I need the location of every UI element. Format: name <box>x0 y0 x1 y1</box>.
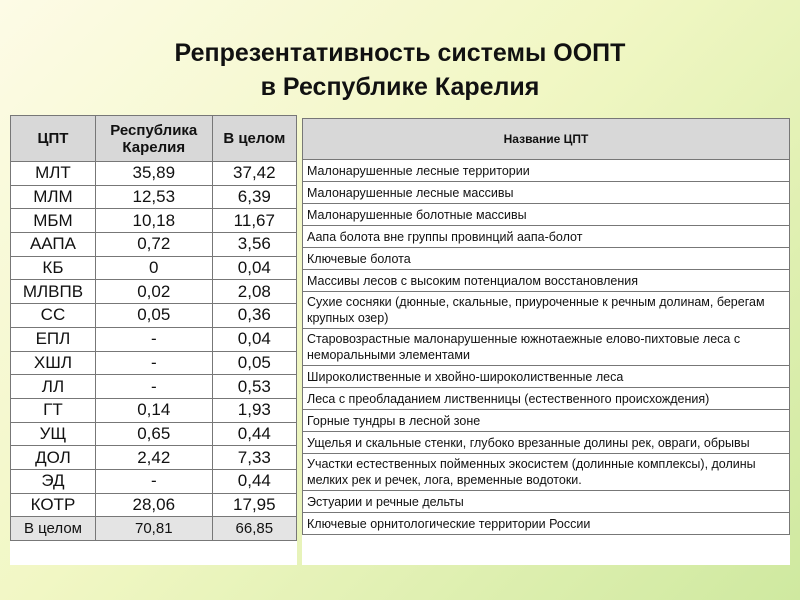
overall-value-cell: 0,44 <box>212 422 296 446</box>
cpt-name-cell: Горные тундры в лесной зоне <box>303 410 790 432</box>
overall-value-cell: 7,33 <box>212 446 296 470</box>
cpt-name-cell: Участки естественных пойменных экосистем (долинные комплексы), долины мелких рек и речек, лога, временные водотоки. <box>303 454 790 491</box>
table-row <box>11 185 297 209</box>
names-table-body <box>303 160 790 535</box>
cpt-code-cell: ЭД <box>11 469 96 493</box>
table-row <box>11 280 297 304</box>
karelia-value-cell: 28,06 <box>95 493 212 517</box>
cpt-code-cell: КБ <box>11 256 96 280</box>
table-total-row <box>11 517 297 541</box>
cpt-code-cell: ЕПЛ <box>11 327 96 351</box>
names-table-row <box>303 182 790 204</box>
title-line-2: в Республике Карелия <box>260 73 540 101</box>
table-row <box>11 375 297 399</box>
cpt-code-cell: ЛЛ <box>11 375 96 399</box>
overall-value-cell: 66,85 <box>212 517 296 541</box>
cpt-code-cell: ГТ <box>11 398 96 422</box>
title-line-1: Репрезентативность системы ООПТ <box>174 39 626 67</box>
names-table-row <box>303 204 790 226</box>
names-table-row <box>303 366 790 388</box>
names-header-row <box>303 119 790 160</box>
cpt-name-cell: Леса с преобладанием лиственницы (естественного происхождения) <box>303 388 790 410</box>
table-row <box>11 398 297 422</box>
table-row <box>11 469 297 493</box>
header-cpt: ЦПТ <box>11 116 96 162</box>
names-table-row <box>303 160 790 182</box>
karelia-value-cell: 0,05 <box>95 304 212 328</box>
overall-value-cell: 3,56 <box>212 233 296 257</box>
representativeness-table <box>10 115 297 541</box>
header-cpt-name: Название ЦПТ <box>303 119 790 160</box>
overall-value-cell: 11,67 <box>212 209 296 233</box>
overall-value-cell: 6,39 <box>212 185 296 209</box>
right-table-panel <box>302 118 790 565</box>
karelia-value-cell: 2,42 <box>95 446 212 470</box>
cpt-code-cell: ААПА <box>11 233 96 257</box>
left-table-panel <box>10 115 297 565</box>
cpt-name-cell: Малонарушенные лесные территории <box>303 160 790 182</box>
karelia-value-cell: 0,02 <box>95 280 212 304</box>
cpt-code-cell: МЛВПВ <box>11 280 96 304</box>
table-row <box>11 493 297 517</box>
names-table-row <box>303 491 790 513</box>
table-row <box>11 304 297 328</box>
overall-value-cell: 1,93 <box>212 398 296 422</box>
names-table-row <box>303 454 790 491</box>
cpt-name-cell: Массивы лесов с высоким потенциалом восстановления <box>303 270 790 292</box>
names-table-row <box>303 513 790 535</box>
table-row <box>11 162 297 186</box>
karelia-value-cell: - <box>95 327 212 351</box>
cpt-names-table <box>302 118 790 535</box>
names-table-row <box>303 292 790 329</box>
karelia-value-cell: 0 <box>95 256 212 280</box>
cpt-code-cell: МЛТ <box>11 162 96 186</box>
cpt-code-cell: УЩ <box>11 422 96 446</box>
table-row <box>11 327 297 351</box>
cpt-name-cell: Сухие сосняки (дюнные, скальные, приуроченные к речным долинам, берегам крупных озер) <box>303 292 790 329</box>
header-overall: В целом <box>212 116 296 162</box>
cpt-code-cell: КОТР <box>11 493 96 517</box>
table-row <box>11 422 297 446</box>
names-table-row <box>303 388 790 410</box>
table-row <box>11 351 297 375</box>
slide-title <box>0 36 800 104</box>
overall-value-cell: 0,44 <box>212 469 296 493</box>
cpt-code-cell: В целом <box>11 517 96 541</box>
cpt-code-cell: ДОЛ <box>11 446 96 470</box>
karelia-value-cell: 70,81 <box>95 517 212 541</box>
cpt-name-cell: Ключевые болота <box>303 248 790 270</box>
karelia-value-cell: 0,72 <box>95 233 212 257</box>
overall-value-cell: 0,36 <box>212 304 296 328</box>
karelia-value-cell: 12,53 <box>95 185 212 209</box>
karelia-value-cell: 35,89 <box>95 162 212 186</box>
karelia-value-cell: - <box>95 375 212 399</box>
names-table-row <box>303 432 790 454</box>
overall-value-cell: 2,08 <box>212 280 296 304</box>
cpt-name-cell: Ключевые орнитологические территории России <box>303 513 790 535</box>
karelia-value-cell: 10,18 <box>95 209 212 233</box>
karelia-value-cell: 0,14 <box>95 398 212 422</box>
names-table-row <box>303 329 790 366</box>
names-table-row <box>303 248 790 270</box>
overall-value-cell: 0,04 <box>212 256 296 280</box>
table-row <box>11 446 297 470</box>
overall-value-cell: 0,05 <box>212 351 296 375</box>
cpt-name-cell: Старовозрастные малонарушенные южнотаежные елово-пихтовые леса с неморальными элементами <box>303 329 790 366</box>
table-row <box>11 233 297 257</box>
karelia-value-cell: 0,65 <box>95 422 212 446</box>
cpt-name-cell: Малонарушенные болотные массивы <box>303 204 790 226</box>
names-table-row <box>303 270 790 292</box>
cpt-name-cell: Широколиственные и хвойно-широколиственные леса <box>303 366 790 388</box>
cpt-name-cell: Ущелья и скальные стенки, глубоко врезанные долины рек, овраги, обрывы <box>303 432 790 454</box>
table-row <box>11 209 297 233</box>
cpt-name-cell: Аапа болота вне группы провинций аапа-болот <box>303 226 790 248</box>
names-table-row <box>303 410 790 432</box>
cpt-name-cell: Малонарушенные лесные массивы <box>303 182 790 204</box>
cpt-code-cell: ХШЛ <box>11 351 96 375</box>
header-karelia: Республика Карелия <box>95 116 212 162</box>
karelia-value-cell: - <box>95 469 212 493</box>
overall-value-cell: 0,53 <box>212 375 296 399</box>
overall-value-cell: 17,95 <box>212 493 296 517</box>
overall-value-cell: 0,04 <box>212 327 296 351</box>
names-table-row <box>303 226 790 248</box>
table-row <box>11 256 297 280</box>
karelia-value-cell: - <box>95 351 212 375</box>
cpt-code-cell: МБМ <box>11 209 96 233</box>
table-body <box>11 162 297 541</box>
table-header-row <box>11 116 297 162</box>
cpt-code-cell: СС <box>11 304 96 328</box>
overall-value-cell: 37,42 <box>212 162 296 186</box>
cpt-code-cell: МЛМ <box>11 185 96 209</box>
cpt-name-cell: Эстуарии и речные дельты <box>303 491 790 513</box>
